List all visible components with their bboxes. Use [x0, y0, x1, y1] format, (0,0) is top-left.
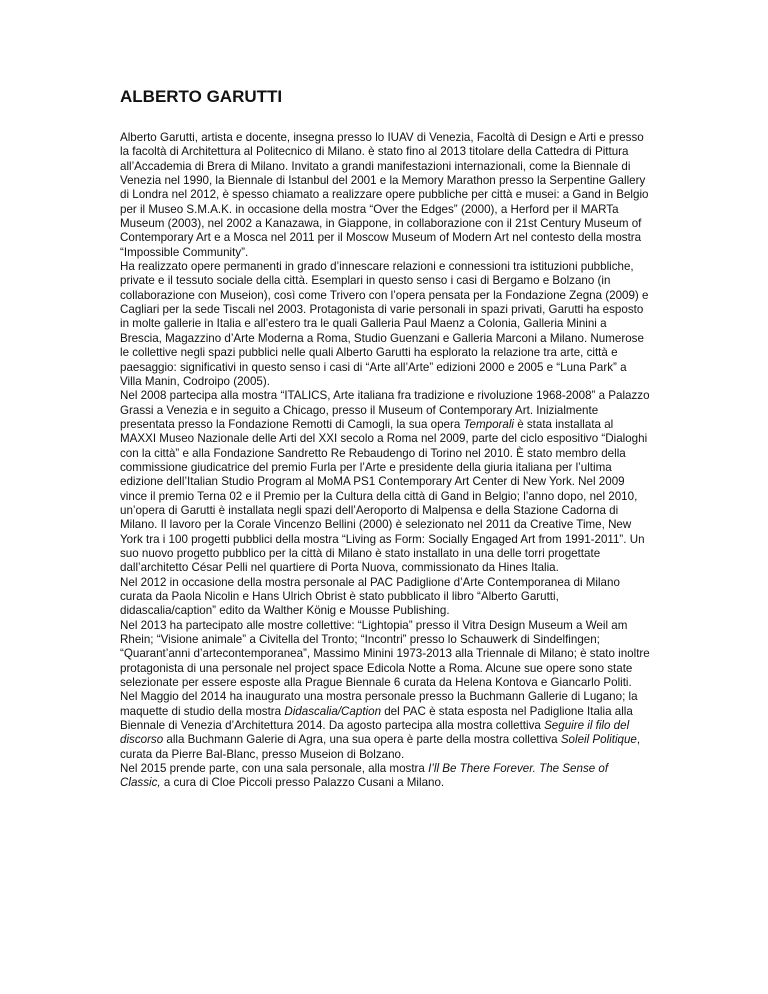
- paragraph-text: Alberto Garutti, artista e docente, insegna presso lo IUAV di Venezia, Facoltà di Design e Arti e presso la facoltà di Architettura al Politecnico di Milano. è stato fino al 2013 titolare della Cattedra di Pittura all’Accademia di Brera di Milano. Invitato a grandi manifestazioni internazionali, come la Biennale di Venezia nel 1990, la Biennale di Istanbul del 2001 e la Memory Marathon presso la Serpentine Gallery di Londra nel 2012, è spesso chiamato a realizzare opere pubbliche per città e musei: a Gand in Belgio per il Museo S.M.A.K. in occasione della mostra “Over the Edges” (2000), a Herford per il MARTa Museum (2003), nel 2002 a Kanazawa, in Giappone, in collaborazione con il 21st Century Museum of Contemporary Art e a Mosca nel 2011 per il Moscow Museum of Modern Art nel contesto della mostra “Impossible Community”.: [120, 131, 649, 259]
- body-paragraph: [120, 576, 650, 619]
- body-paragraph: [120, 389, 650, 575]
- paragraph-text: del PAC è stata esposta nel Padiglione Italia alla Biennale di Venezia d’Architettura 2014. Da agosto partecipa alla mostra collettiva: [120, 704, 633, 733]
- italic-title-text: Seguire il filo del discorso: [120, 719, 630, 747]
- page-title: ALBERTO GARUTTI: [120, 87, 283, 106]
- paragraph-text: alla Buchmann Galerie di Agra, una sua opera è parte della mostra collettiva: [163, 733, 561, 747]
- italic-title-text: I’ll Be There Forever. The Sense of Classic,: [120, 762, 609, 790]
- body-paragraph: [120, 619, 650, 691]
- paragraph-text: Nel 2008 partecipa alla mostra “ITALICS, Arte italiana fra tradizione e rivoluzione 1968-2008” a Palazzo Grassi a Venezia e in seguito a Chicago, presso il Museum of Contemporary Art. Inizialmente presentata presso la Fondazione Remotti di Camogli, la sua opera: [120, 389, 650, 431]
- paragraph-text: Nel Maggio del 2014 ha inaugurato una mostra personale presso la Buchmann Gallerie di Lugano; la maquette di studio della mostra: [120, 690, 638, 718]
- body-paragraph: [120, 690, 650, 762]
- body-paragraph: [120, 762, 650, 791]
- paragraph-text: a cura di Cloe Piccoli presso Palazzo Cusani a Milano.: [160, 776, 445, 790]
- biography-text: [120, 131, 650, 791]
- paragraph-text: , curata da Pierre Bal-Blanc, presso Museion di Bolzano.: [120, 733, 641, 761]
- italic-title-text: Soleil Politique: [560, 733, 637, 747]
- italic-title-text: Didascalia/Caption: [284, 704, 382, 718]
- paragraph-text: è stata installata al MAXXI Museo Nazionale delle Arti del XXI secolo a Roma nel 2009, parte del ciclo espositivo “Dialoghi con la città” e alla Fondazione Sandretto Re Rebaudengo di Torino nel 2010. È stato membro della commissione giudicatrice del premio Furla per l’Arte e presidente della giuria italiana per l’ultima edizione dell’Italian Studio Program al MoMA PS1 Contemporary Art Center di New York. Nel 2009 vince il premio Terna 02 e il Premio per la Cultura della città di Gand in Belgio; l’anno dopo, nel 2010, un’opera di Garutti è installata negli spazi dell’Aeroporto di Malpensa e della Stazione Cadorna di Milano. Il lavoro per la Corale Vincenzo Bellini (2000) è selezionato nel 2011 da Creative Time, New York tra i 100 progetti pubblici della mostra “Living as Form: Socially Engaged Art from 1991-2011”. Un suo nuovo progetto pubblico per la città di Milano è stato installato in una delle torri progettate dall’architetto César Pelli nel quartiere di Porta Nuova, commissionato da Hines Italia.: [120, 417, 648, 575]
- paragraph-text: Ha realizzato opere permanenti in grado d’innescare relazioni e connessioni tra istituzioni pubbliche, private e il tessuto sociale della città. Esemplari in questo senso i casi di Bergamo e Bolzano (in collaborazione con Museion), così come Trivero con l’opera pensata per la Fondazione Zegna (2009) e Cagliari per la sede Tiscali nel 2003. Protagonista di varie personali in spazi privati, Garutti ha esposto in molte gallerie in Italia e all’estero tra le quali Galleria Paul Maenz a Colonia, Galleria Minini a Brescia, Magazzino d’Arte Moderna a Roma, Studio Guenzani e Galleria Marconi a Milano. Numerose le collettive negli spazi pubblici nelle quali Alberto Garutti ha esplorato la relazione tra arte, città e paesaggio: significativi in questo senso i casi di “Arte all’Arte” edizioni 2000 e 2005 e “Luna Park” a Villa Manin, Codroipo (2005).: [120, 260, 649, 388]
- body-paragraph: [120, 131, 650, 260]
- body-paragraph: [120, 260, 650, 389]
- paragraph-text: Nel 2013 ha partecipato alle mostre collettive: “Lightopia” presso il Vitra Design Museum a Weil am Rhein; “Visione animale” a Civitella del Tronto; “Incontri” presso lo Schauwerk di Sindelfingen; “Quarant’anni d’artecontemporanea”, Massimo Minini 1973-2013 alla Triennale di Milano; è stato inoltre protagonista di una personale nel project space Edicola Notte a Roma. Alcune sue opere sono state selezionate per essere esposte alla Prague Biennale 6 curata da Helena Kontova e Giancarlo Politi.: [120, 618, 650, 690]
- paragraph-text: Nel 2015 prende parte, con una sala personale, alla mostra: [120, 762, 429, 776]
- italic-title-text: Temporali: [463, 417, 514, 431]
- document-page: [120, 87, 650, 791]
- paragraph-text: Nel 2012 in occasione della mostra personale al PAC Padiglione d’Arte Contemporanea di Milano curata da Paola Nicolin e Hans Ulrich Obrist è stato pubblicato il libro “Alberto Garutti, didascalia/caption” edito da Walther König e Mousse Publishing.: [120, 575, 620, 618]
